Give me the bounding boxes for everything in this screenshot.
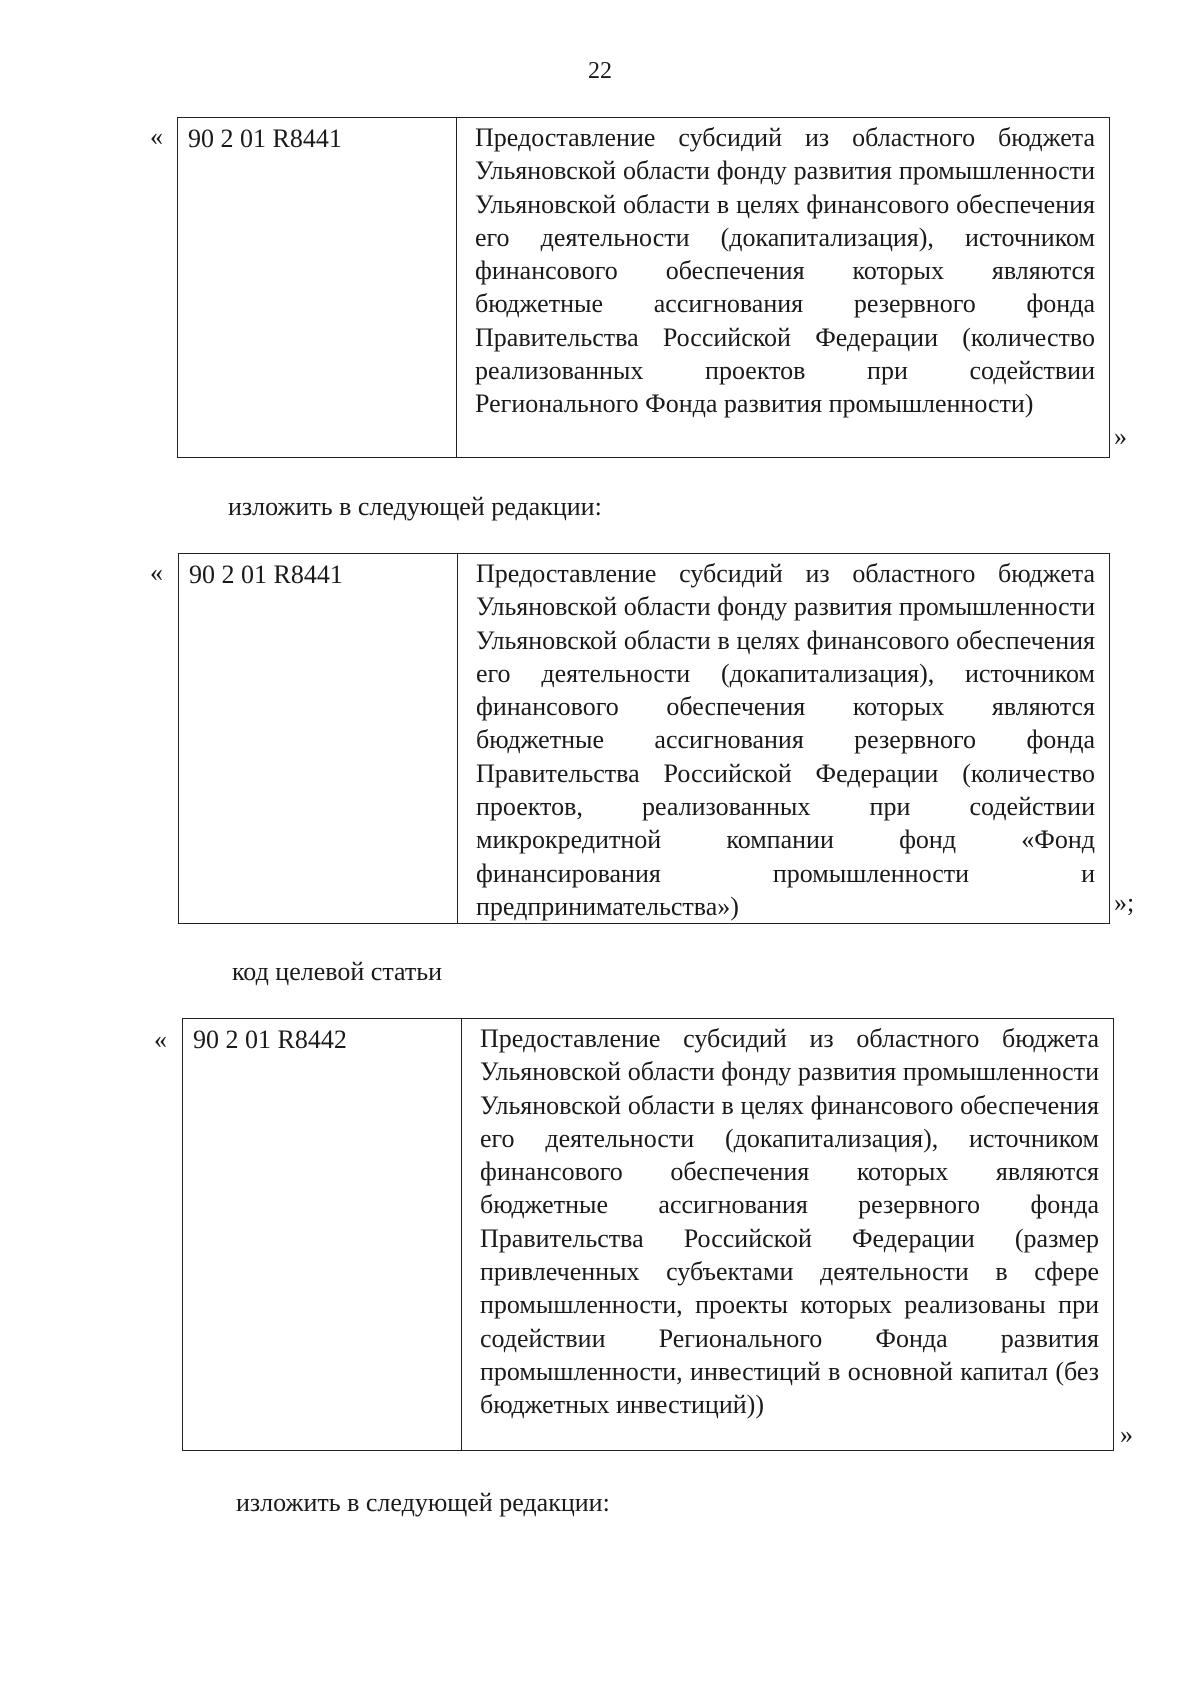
code-table: [182, 1018, 1114, 1451]
opening-quote: «: [150, 558, 163, 587]
target-article-description: Предоставление субсидий из областного бюджета Ульяновской области фонду развития промышленности Ульяновской области в целях финансового обеспечения его деятельности (докапитализация), источником финансового обеспечения которых являются бюджетные ассигнования резервного фонда Правительства Российской Федерации (количество реализованных проектов при содействии Регионального Фонда развития промышленности): [457, 118, 1110, 458]
table-row: [183, 1019, 1114, 1451]
section-label: код целевой статьи: [232, 957, 442, 986]
edit-instruction: изложить в следующей редакции:: [236, 1488, 610, 1517]
closing-quote: »: [1114, 422, 1127, 451]
code-table: [178, 553, 1110, 924]
page-number: 22: [588, 58, 612, 84]
edit-instruction: изложить в следующей редакции:: [228, 492, 602, 521]
target-article-description: Предоставление субсидий из областного бюджета Ульяновской области фонду развития промышленности Ульяновской области в целях финансового обеспечения его деятельности (докапитализация), источником финансового обеспечения которых являются бюджетные ассигнования резервного фонда Правительства Российской Федерации (количество проектов, реализованных при содействии микрокредитной компании фонд «Фонд финансирования промышленности и предпринимательства»): [458, 554, 1110, 924]
target-article-code: 90 2 01 R8442: [183, 1019, 462, 1451]
opening-quote: «: [150, 122, 163, 151]
table-row: [178, 118, 1110, 458]
closing-quote: »;: [1114, 888, 1135, 917]
target-article-code: 90 2 01 R8441: [178, 118, 457, 458]
code-table: [177, 117, 1110, 458]
table-row: [179, 554, 1110, 924]
target-article-code: 90 2 01 R8441: [179, 554, 458, 924]
closing-quote: »: [1120, 1420, 1133, 1449]
target-article-description: Предоставление субсидий из областного бюджета Ульяновской области фонду развития промышленности Ульяновской области в целях финансового обеспечения его деятельности (докапитализация), источником финансового обеспечения которых являются бюджетные ассигнования резервного фонда Правительства Российской Федерации (размер привлеченных субъектами деятельности в сфере промышленности, проекты которых реализованы при содействии Регионального Фонда развития промышленности, инвестиций в основной капитал (без бюджетных инвестиций)): [462, 1019, 1114, 1451]
opening-quote: «: [154, 1025, 167, 1054]
